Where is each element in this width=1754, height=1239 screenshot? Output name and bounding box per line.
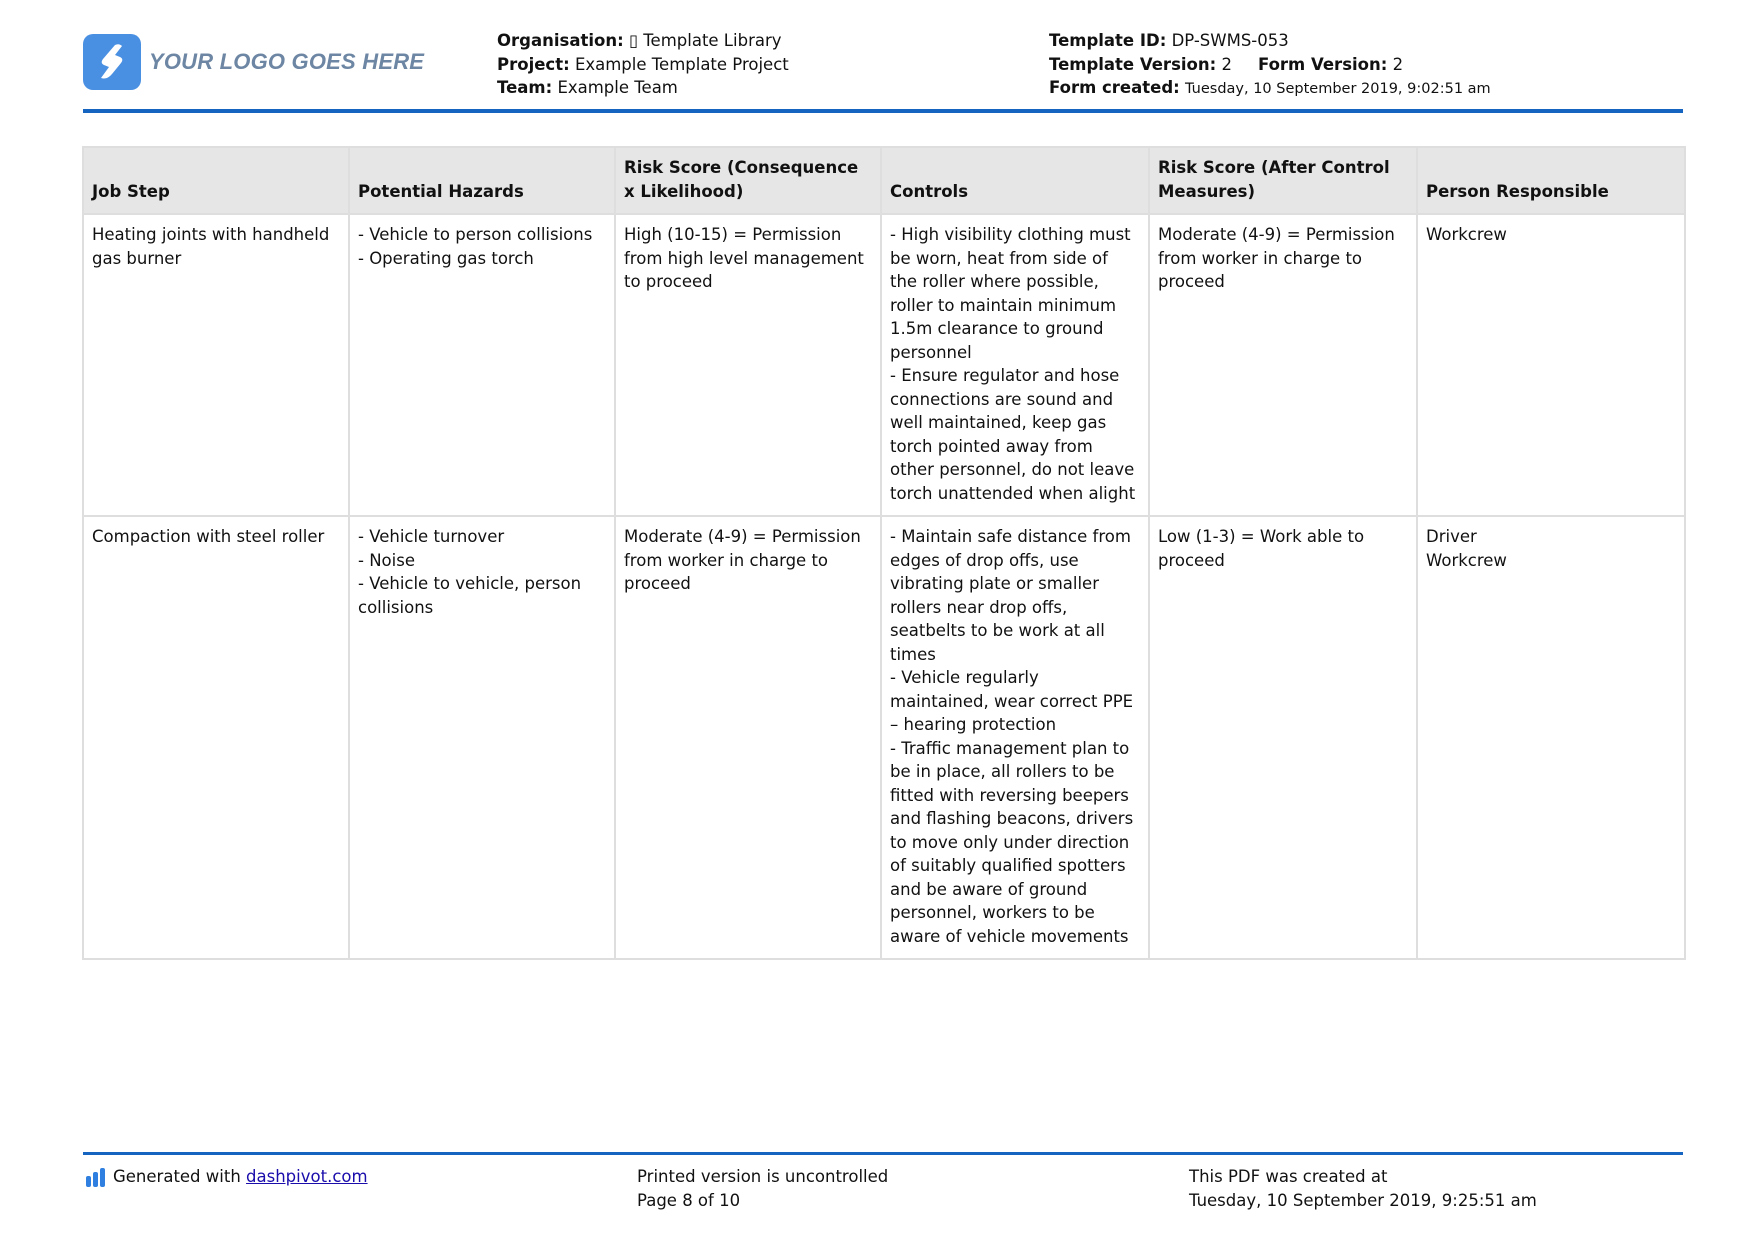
table-row — [83, 214, 1685, 516]
organisation-line — [497, 29, 789, 53]
team-label: Team: — [497, 78, 553, 97]
template-info — [1049, 29, 1491, 102]
person-responsible-cell — [1417, 516, 1685, 959]
risk-score-cell: High (10-15) = Permission from high level management to proceed — [615, 214, 881, 516]
hazard-item: - Vehicle turnover — [358, 527, 505, 546]
uncontrolled-notice: Printed version is uncontrolled — [637, 1167, 889, 1186]
column-header-risk-score-after: Risk Score (After Control Measures) — [1149, 147, 1417, 214]
column-header-person-responsible: Person Responsible — [1417, 147, 1685, 214]
form-created-line — [1049, 76, 1491, 102]
column-header-controls: Controls — [881, 147, 1149, 214]
logo-icon — [83, 34, 141, 90]
project-info — [497, 29, 789, 100]
template-id-line — [1049, 29, 1491, 53]
control-item: - High visibility clothing must be worn, heat from side of the roller where possible, roller to maintain minimum 1.5m clearance to ground personnel — [890, 225, 1131, 362]
column-header-job-step: Job Step — [83, 147, 349, 214]
dashpivot-link[interactable]: dashpivot.com — [246, 1167, 368, 1186]
project-line — [497, 53, 789, 77]
person-item: Driver — [1426, 527, 1477, 546]
team-line — [497, 76, 789, 100]
footer-divider — [83, 1152, 1683, 1155]
person-item: Workcrew — [1426, 225, 1507, 244]
column-header-risk-score: Risk Score (Consequence x Likelihood) — [615, 147, 881, 214]
risk-after-cell: Low (1-3) = Work able to proceed — [1149, 516, 1417, 959]
form-version-label: Form Version: — [1257, 54, 1388, 74]
column-header-potential-hazards: Potential Hazards — [349, 147, 615, 214]
risk-after-cell: Moderate (4-9) = Permission from worker in charge to proceed — [1149, 214, 1417, 516]
version-line — [1049, 53, 1491, 77]
hazard-item: - Operating gas torch — [358, 248, 534, 268]
project-label: Project: — [497, 54, 570, 74]
team-value: Example Team — [557, 78, 678, 97]
form-created-label: Form created: — [1049, 78, 1180, 97]
swms-table — [82, 146, 1686, 960]
table-row — [83, 516, 1685, 959]
controls-cell — [881, 214, 1149, 516]
control-item: - Vehicle regularly maintained, wear correct PPE – hearing protection — [890, 668, 1134, 734]
person-item: Workcrew — [1426, 550, 1507, 570]
control-item: - Traffic management plan to be in place, all rollers to be fitted with reversing beepers and flashing beacons, drivers to move only under direction of suitably qualified spotters and be aware of ground personnel, workers to be aware of vehicle movements — [890, 738, 1134, 946]
hazards-cell — [349, 214, 615, 516]
footer-print-info — [637, 1165, 888, 1212]
control-item: - Maintain safe distance from edges of drop offs, use vibrating plate or smaller rollers near drop offs, seatbelts to be work at all times — [890, 527, 1131, 664]
logo-text: YOUR LOGO GOES HERE — [149, 49, 425, 74]
dashpivot-bars-icon — [86, 1167, 105, 1187]
job-step-cell: Heating joints with handheld gas burner — [83, 214, 349, 516]
pdf-created-value: Tuesday, 10 September 2019, 9:25:51 am — [1189, 1190, 1537, 1210]
control-item: - Ensure regulator and hose connections are sound and well maintained, keep gas torch pointed away from other personnel, do not leave torch unattended when alight — [890, 366, 1136, 503]
form-version-value: 2 — [1392, 54, 1404, 74]
hazard-item: - Vehicle to vehicle, person collisions — [358, 574, 582, 617]
footer-created-info — [1189, 1165, 1537, 1212]
hazards-cell — [349, 516, 615, 959]
risk-score-cell: Moderate (4-9) = Permission from worker in charge to proceed — [615, 516, 881, 959]
job-step-cell: Compaction with steel roller — [83, 516, 349, 959]
template-version-value: 2 — [1221, 54, 1232, 74]
person-responsible-cell — [1417, 214, 1685, 516]
hazard-item: - Vehicle to person collisions — [358, 225, 593, 244]
footer-generated — [86, 1165, 368, 1189]
organisation-label: Organisation: — [497, 31, 624, 50]
form-created-value: Tuesday, 10 September 2019, 9:02:51 am — [1185, 81, 1491, 97]
template-id-label: Template ID: — [1049, 31, 1167, 50]
document-header — [83, 0, 1683, 114]
template-version-label: Template Version: — [1049, 54, 1217, 74]
controls-cell — [881, 516, 1149, 959]
page-number: Page 8 of 10 — [637, 1190, 741, 1210]
pdf-created-label: This PDF was created at — [1189, 1167, 1388, 1186]
company-logo — [83, 34, 424, 90]
hazard-item: - Noise — [358, 550, 415, 570]
table-header-row — [83, 147, 1685, 214]
template-id-value: DP-SWMS-053 — [1171, 31, 1289, 50]
generated-text: Generated with — [113, 1167, 241, 1186]
header-divider — [83, 109, 1683, 113]
organisation-value: ▯ Template Library — [628, 31, 782, 50]
project-value: Example Template Project — [574, 54, 789, 74]
